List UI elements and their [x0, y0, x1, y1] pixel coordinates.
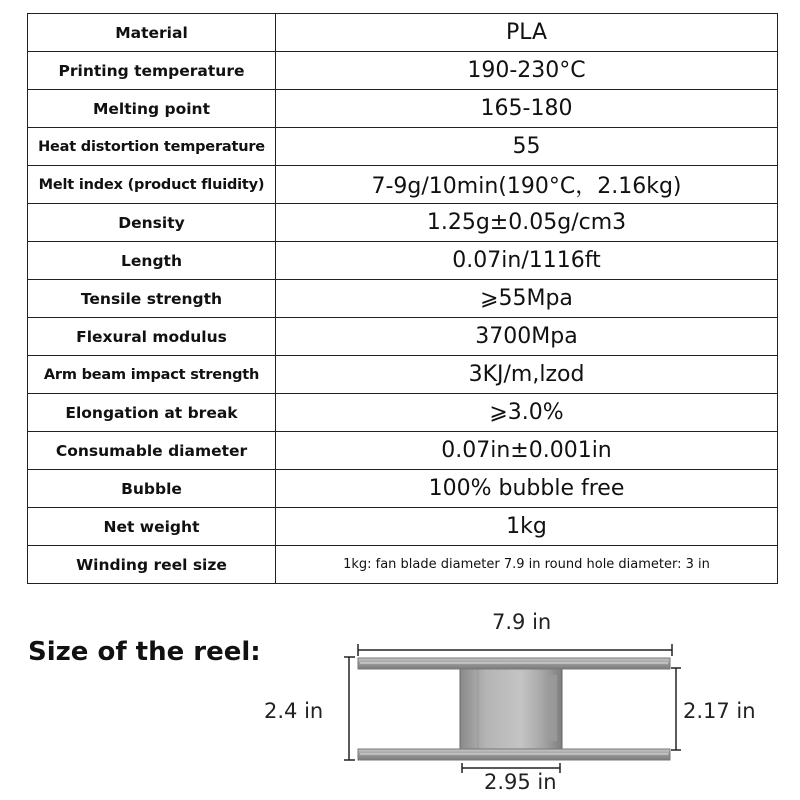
row-value: 100% bubble free: [276, 470, 778, 508]
row-label: Printing temperature: [28, 52, 276, 90]
row-label: Flexural modulus: [28, 318, 276, 356]
reel-hub-label: 2.95 in: [484, 770, 557, 794]
row-label: Heat distortion temperature: [28, 128, 276, 166]
height-dimension-line: [344, 657, 355, 760]
reel-inner-height-label: 2.17 in: [683, 699, 756, 723]
row-value: 3KJ/m,lzod: [276, 356, 778, 394]
hub-dimension-line: [462, 763, 560, 773]
row-label: Density: [28, 204, 276, 242]
row-value: 0.07in/1116ft: [276, 242, 778, 280]
row-value: ⩾55Mpa: [276, 280, 778, 318]
row-label: Net weight: [28, 508, 276, 546]
row-value: 0.07in±0.001in: [276, 432, 778, 470]
row-value: 1.25g±0.05g/cm3: [276, 204, 778, 242]
row-label: Material: [28, 14, 276, 52]
row-label: Melting point: [28, 90, 276, 128]
reel-width-label: 7.9 in: [492, 610, 552, 634]
row-value: 1kg: fan blade diameter 7.9 in round hole diameter: 3 in: [276, 546, 778, 584]
width-dimension-line: [358, 644, 672, 656]
row-value: 55: [276, 128, 778, 166]
row-label: Winding reel size: [28, 546, 276, 584]
row-label: Consumable diameter: [28, 432, 276, 470]
row-value: 3700Mpa: [276, 318, 778, 356]
reel-height-label: 2.4 in: [264, 699, 324, 723]
row-label: Bubble: [28, 470, 276, 508]
row-value: 165-180: [276, 90, 778, 128]
row-label: Elongation at break: [28, 394, 276, 432]
reel-title: Size of the reel:: [28, 637, 261, 667]
row-label: Melt index (product fluidity): [28, 166, 276, 204]
row-label: Length: [28, 242, 276, 280]
row-label: Arm beam impact strength: [28, 356, 276, 394]
row-value: ⩾3.0%: [276, 394, 778, 432]
row-value: 7-9g/10min(190°C，2.16kg): [276, 166, 778, 204]
row-value: 190-230°C: [276, 52, 778, 90]
row-value: PLA: [276, 14, 778, 52]
reel-hub: [460, 667, 562, 749]
row-value: 1kg: [276, 508, 778, 546]
row-label: Tensile strength: [28, 280, 276, 318]
inner-height-dimension-line: [671, 668, 681, 750]
